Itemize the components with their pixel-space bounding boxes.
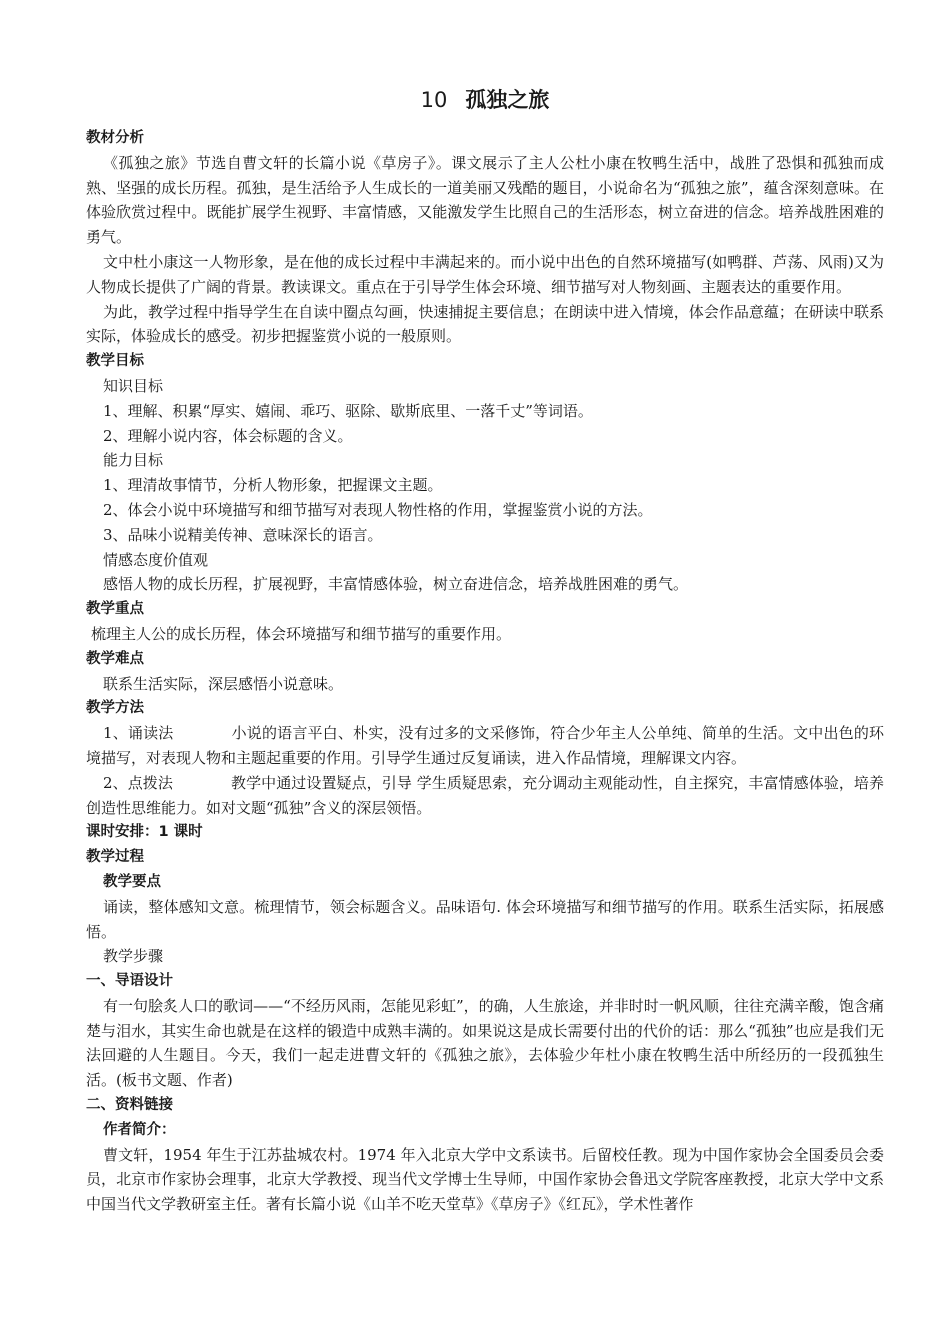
method-2-label: 2、点拨法: [103, 773, 173, 792]
heading-goals: 教学目标: [86, 353, 144, 370]
heading-focus: 教学重点: [86, 601, 144, 618]
method-2-text: 教学中通过设置疑点，引导 学生质疑思索，充分调动主观能动性，自主探究，丰富情感体验，培养创造性思维能力。如对文题“孤独”含义的深层领悟。: [86, 773, 884, 817]
steps-label: 教学步骤: [103, 947, 164, 966]
heading-difficulty: 教学难点: [86, 650, 144, 667]
heading-methods: 教学方法: [86, 700, 144, 717]
knowledge-goal-label: 知识目标: [103, 376, 164, 395]
ability-goal-label: 能力目标: [103, 451, 164, 470]
heading-resources: 二、资料链接: [86, 1097, 173, 1114]
method-1: [86, 721, 884, 771]
ability-goal-2: 2、体会小说中环境描写和细节描写对表现人物性格的作用，掌握鉴赏小说的方法。: [103, 500, 653, 519]
ability-goal-3: 3、品味小说精美传神、意味深长的语言。: [103, 525, 383, 544]
page-title: [86, 86, 884, 114]
author-text: 曹文轩，1954 年生于江苏盐城农村。1974 年入北京大学中文系读书。后留校任教。现为中国作家协会全国委员会委员，北京市作家协会理事，北京大学教授、现当代文学博士生导师，中国作家协会鲁迅文学院客座教授，北京大学中文系中国当代文学教研室主任。著有长篇小说《山羊不吃天堂草》《草房子》《红瓦》，学术性著作: [86, 1145, 884, 1214]
heading-analysis: 教材分析: [86, 130, 144, 146]
analysis-paragraph-1: 《孤独之旅》节选自曹文轩的长篇小说《草房子》。课文展示了主人公杜小康在牧鸭生活中，战胜了恐惧和孤独而成熟、坚强的成长历程。孤独，是生活给予人生成长的一道美丽又残酷的题目，小说命名为“孤独之旅”，蕴含深刻意味。在体验欣赏过程中。既能扩展学生视野、丰富情感，又能激发学生比照自己的生活形态，树立奋进的信念。培养战胜困难的勇气。: [86, 153, 884, 247]
method-2: [86, 771, 884, 821]
heading-hours: 课时安排：1 课时: [86, 824, 203, 841]
ability-goal-1: 1、理清故事情节，分析人物形象，把握课文主题。: [103, 476, 443, 495]
emotion-goal-1: 感悟人物的成长历程，扩展视野，丰富情感体验，树立奋进信念，培养战胜困难的勇气。: [103, 575, 689, 594]
emotion-goal-label: 情感态度价值观: [103, 550, 209, 569]
knowledge-goal-1: 1、理解、积累“厚实、嬉闹、乖巧、驱除、歇斯底里、一落千丈”等词语。: [103, 401, 593, 420]
analysis-paragraph-3: 为此，教学过程中指导学生在自读中圈点勾画，快速捕捉主要信息；在朗读中进入情境，体会作品意蕴；在研读中联系实际，体验成长的感受。初步把握鉴赏小说的一般原则。: [86, 302, 884, 346]
analysis-paragraph-2: 文中杜小康这一人物形象，是在他的成长过程中丰满起来的。而小说中出色的自然环境描写(如鸭群、芦荡、风雨)又为人物成长提供了广阔的背景。教读课文。重点在于引导学生体会环境、细节描写对人物刻画、主题表达的重要作用。: [86, 252, 884, 296]
heading-author: 作者简介：: [103, 1121, 176, 1138]
heading-key-points: 教学要点: [103, 873, 161, 890]
focus-text: 梳理主人公的成长历程，体会环境描写和细节描写的重要作用。: [91, 624, 512, 643]
heading-intro: 一、导语设计: [86, 973, 173, 990]
lesson-number: 10: [420, 88, 448, 112]
lesson-title: 孤独之旅: [465, 88, 550, 112]
key-points-text: 诵读，整体感知文意。梳理情节，领会标题含义。品味语句. 体会环境描写和细节描写的作用。联系生活实际，拓展感悟。: [86, 897, 884, 941]
knowledge-goal-2: 2、理解小说内容，体会标题的含义。: [103, 426, 353, 445]
method-1-label: 1、诵读法: [103, 724, 174, 743]
intro-text: 有一句脍炙人口的歌词——“不经历风雨，怎能见彩虹”，的确，人生旅途，并非时时一帆风顺，往往充满辛酸，饱含痛楚与泪水，其实生命也就是在这样的锻造中成熟丰满的。如果说这是成长需要付出的代价的话：那么“孤独”也应是我们无法回避的人生题目。今天，我们一起走进曹文轩的《孤独之旅》，去体验少年杜小康在牧鸭生活中所经历的一段孤独生活。(板书文题、作者): [86, 996, 884, 1090]
heading-process: 教学过程: [86, 849, 144, 866]
method-1-text: 小说的语言平白、朴实，没有过多的文采修饰，符合少年主人公单纯、简单的生活。文中出色的环境描写，对表现人物和主题起重要的作用。引导学生通过反复诵读，进入作品情境，理解课文内容。: [86, 724, 885, 767]
difficulty-text: 联系生活实际，深层感悟小说意味。: [103, 674, 344, 693]
